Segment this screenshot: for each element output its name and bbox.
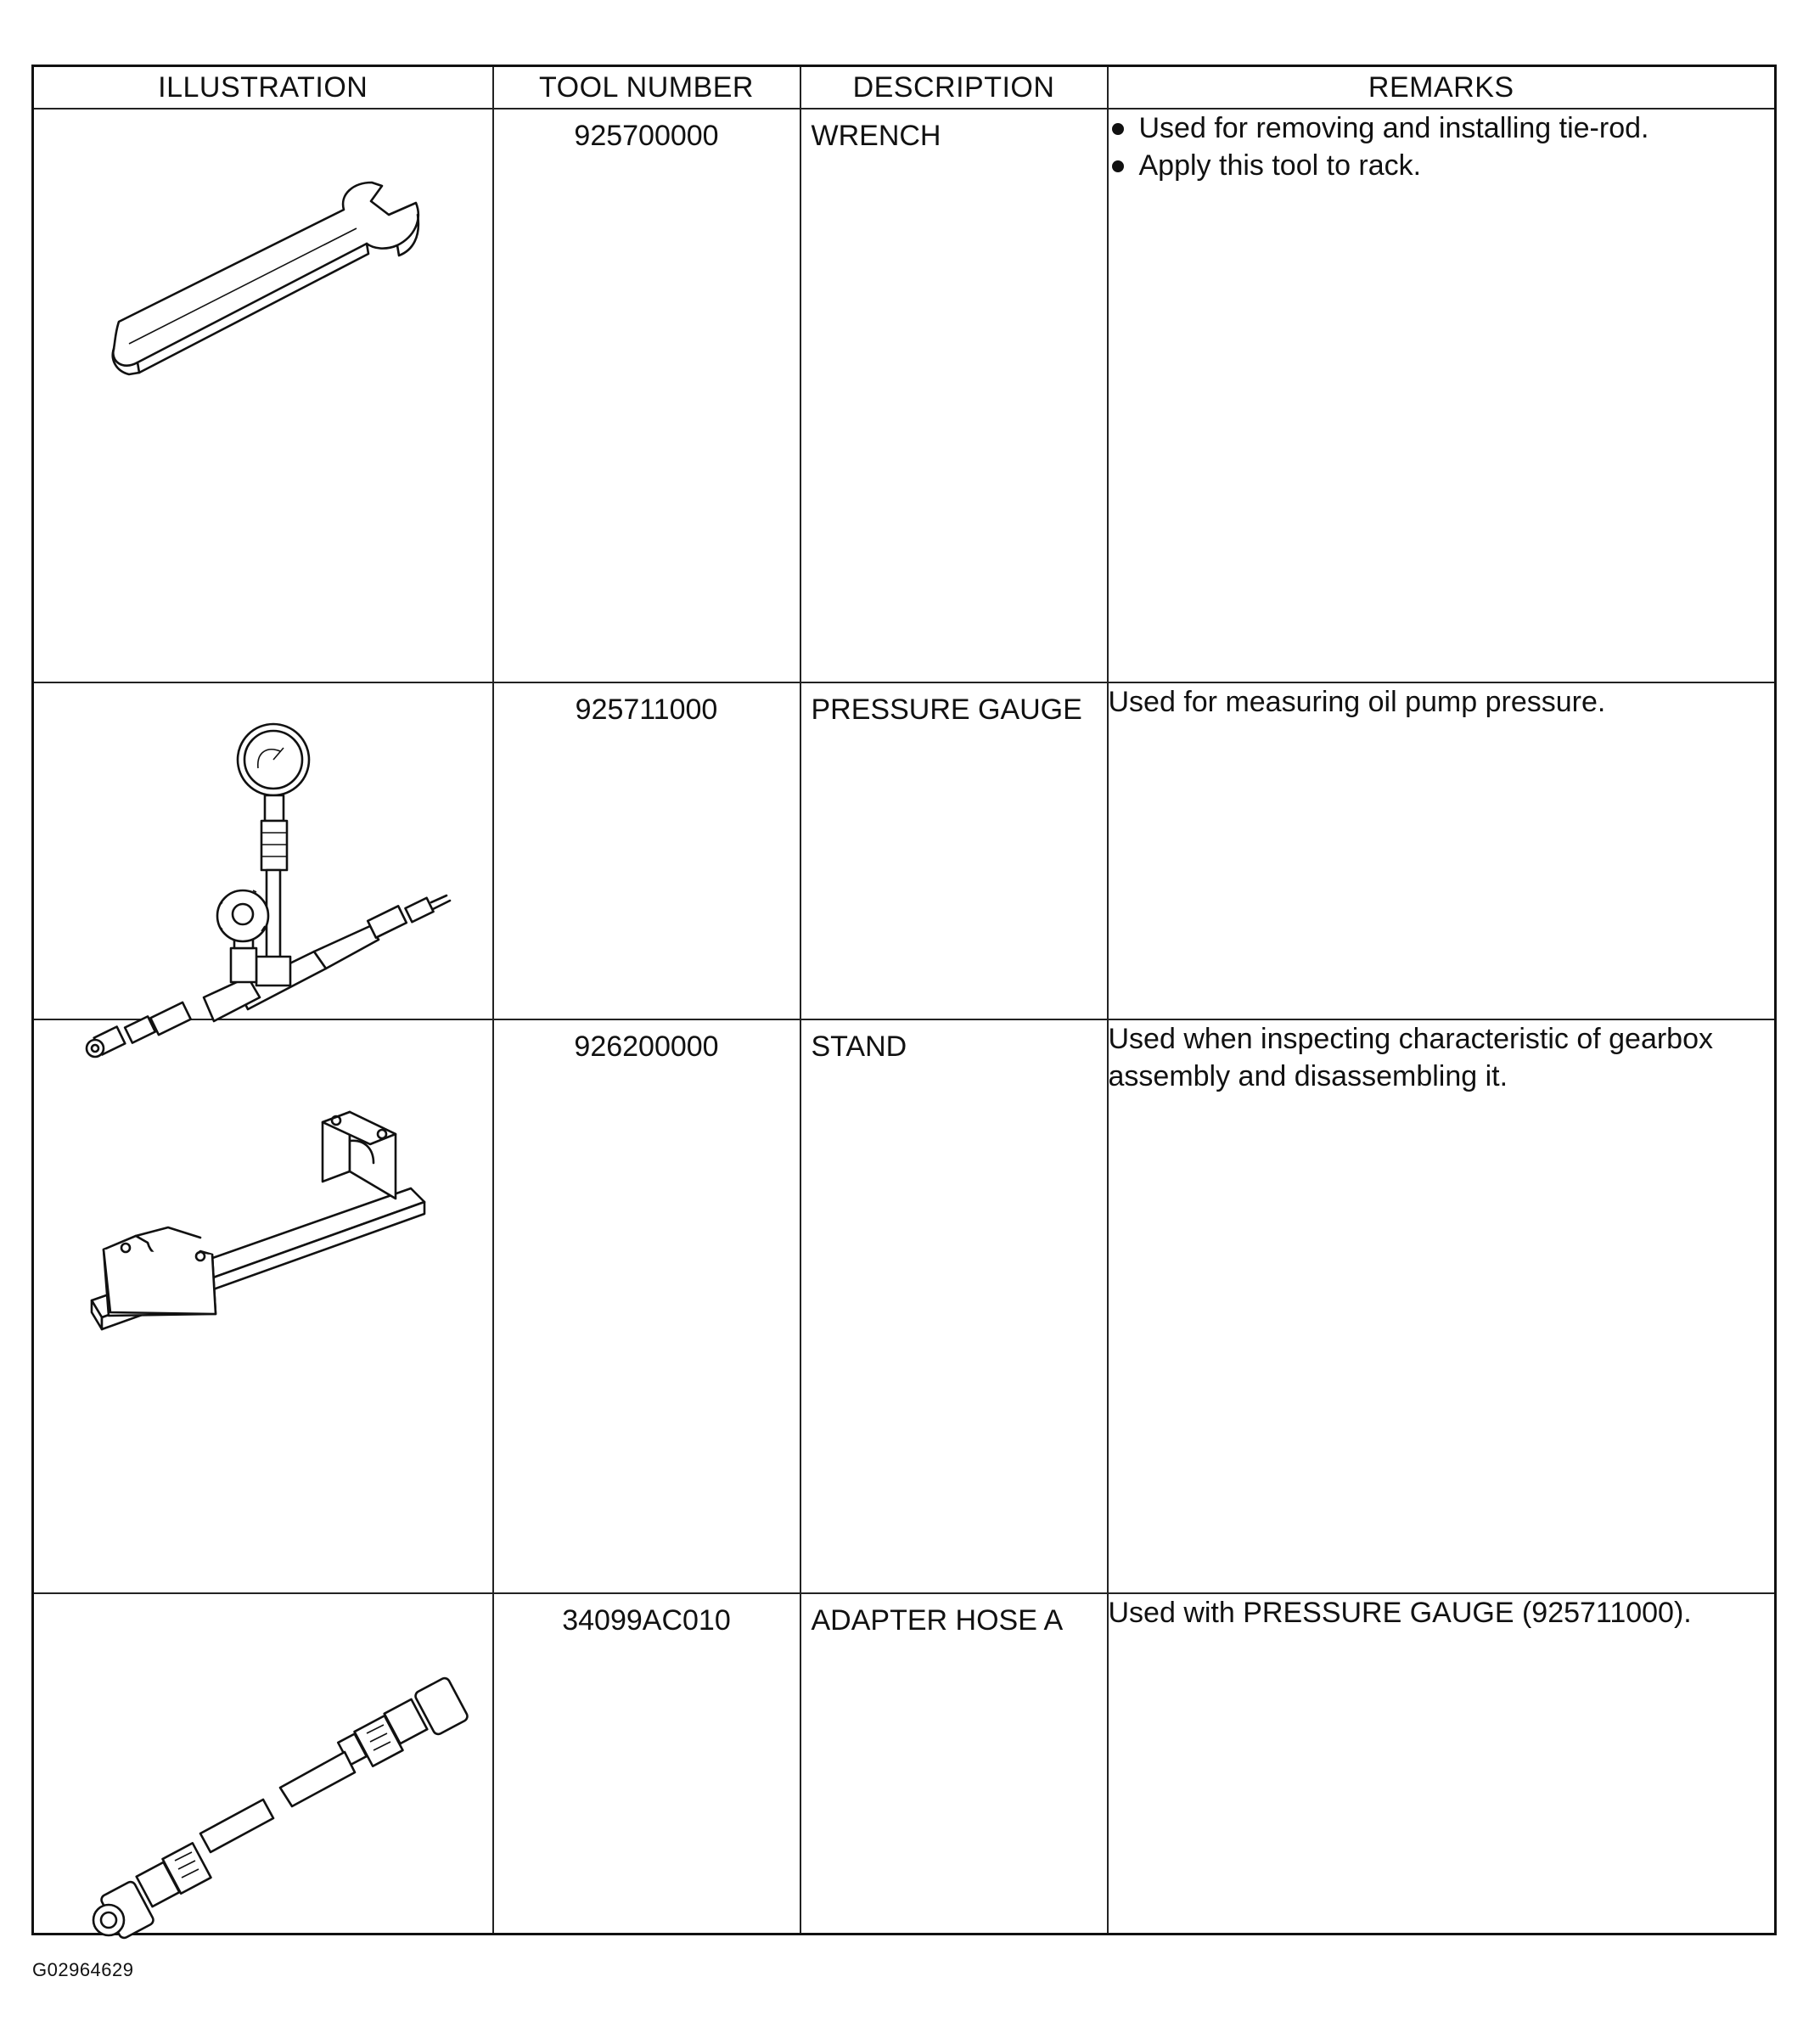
remark-text: Used for measuring oil pump pressure. bbox=[1108, 685, 1606, 718]
remarks-cell bbox=[1108, 682, 1776, 1020]
tool-number: 925700000 bbox=[574, 120, 719, 152]
table-row bbox=[33, 1593, 1776, 1934]
tool-description: STAND bbox=[811, 1030, 907, 1064]
header-description: DESCRIPTION bbox=[800, 66, 1108, 110]
header-tool-number: TOOL NUMBER bbox=[493, 66, 800, 110]
table-row bbox=[33, 109, 1776, 682]
remark-text: Used with PRESSURE GAUGE (925711000). bbox=[1108, 1596, 1692, 1629]
table-row bbox=[33, 682, 1776, 1020]
wrench-icon bbox=[34, 110, 492, 559]
remark-text: Used when inspecting characteristic of gearbox assembly and disassembling it. bbox=[1108, 1023, 1713, 1093]
figure-code: G02964629 bbox=[32, 1959, 134, 1980]
tool-number-cell bbox=[493, 682, 800, 1020]
description-cell bbox=[800, 1593, 1108, 1934]
tool-number-cell bbox=[493, 109, 800, 682]
tool-description: ADAPTER HOSE A bbox=[811, 1603, 1064, 1637]
tool-number: 34099AC010 bbox=[562, 1603, 731, 1637]
tool-number: 925711000 bbox=[575, 693, 718, 726]
table-row bbox=[33, 1019, 1776, 1593]
header-illustration: ILLUSTRATION bbox=[33, 66, 493, 110]
special-tools-table bbox=[31, 65, 1777, 1935]
remarks-cell bbox=[1108, 1593, 1776, 1934]
tool-description: WRENCH bbox=[811, 120, 941, 152]
description-cell bbox=[800, 682, 1108, 1020]
remarks-bullet-item bbox=[1109, 110, 1775, 147]
remarks-cell bbox=[1108, 109, 1776, 682]
tool-number: 926200000 bbox=[574, 1030, 719, 1064]
illustration-cell bbox=[33, 109, 493, 682]
tool-description: PRESSURE GAUGE bbox=[811, 693, 1082, 726]
stand-icon bbox=[34, 1020, 492, 1470]
remark-text: Apply this tool to rack. bbox=[1138, 149, 1422, 182]
tool-number-cell bbox=[493, 1593, 800, 1934]
header-remarks: REMARKS bbox=[1108, 66, 1776, 110]
remark-text: Used for removing and installing tie-rod. bbox=[1138, 112, 1649, 144]
illustration-cell bbox=[33, 1019, 493, 1593]
description-cell bbox=[800, 1019, 1108, 1593]
remarks-list bbox=[1109, 110, 1775, 184]
illustration-cell bbox=[33, 1593, 493, 1934]
description-cell bbox=[800, 109, 1108, 682]
illustration-cell bbox=[33, 682, 493, 1020]
tool-number-cell bbox=[493, 1019, 800, 1593]
header-row bbox=[33, 66, 1776, 110]
remarks-cell bbox=[1108, 1019, 1776, 1593]
remarks-bullet-item bbox=[1109, 147, 1775, 184]
